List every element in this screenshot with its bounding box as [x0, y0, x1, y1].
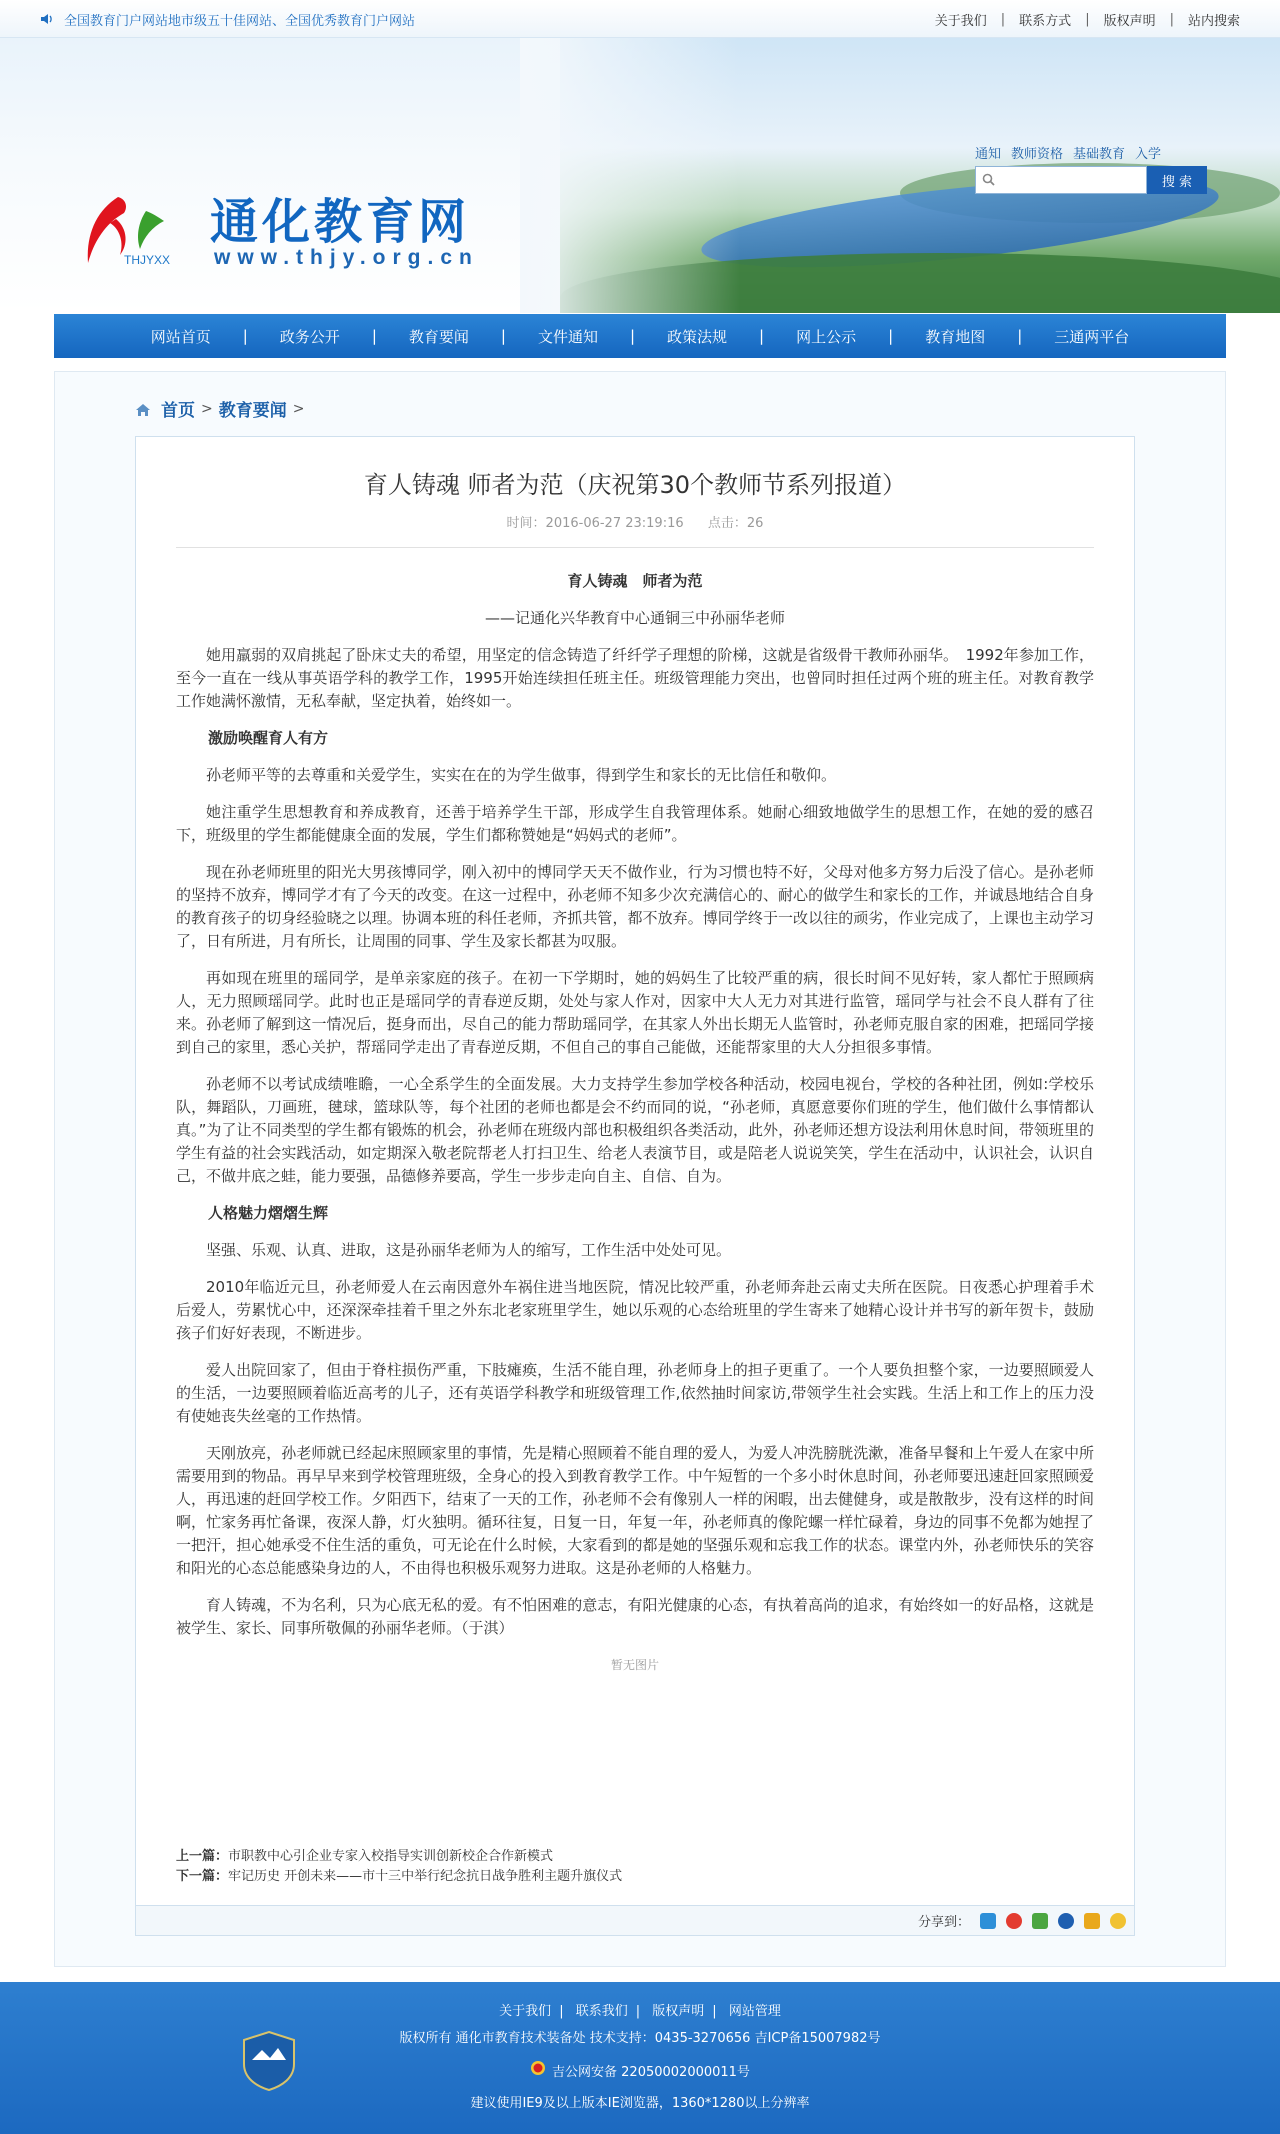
top-bar	[0, 0, 1280, 38]
next-label: 下一篇：	[176, 1869, 229, 1884]
prev-next-links	[176, 1847, 622, 1887]
article-meta	[136, 512, 1134, 531]
nav-item-edu-map[interactable]: 教育地图	[925, 327, 986, 346]
article-title: 育人铸魂 师者为范（庆祝第30个教师节系列报道）	[363, 471, 907, 499]
nav-item-policies[interactable]: 政策法规	[667, 327, 728, 346]
article-time: 时间：2016-06-27 23:19:16	[506, 516, 684, 531]
quick-link-teacher-cert[interactable]: 教师资格	[1011, 147, 1064, 162]
police-record-text[interactable]: 吉公网安备 22050002000011号	[552, 2064, 750, 2080]
top-links: 关于我们 | 联系方式 | 版权声明 | 站内搜索	[934, 11, 1240, 29]
article-heading: 育人铸魂 师者为范	[567, 572, 703, 590]
search-button[interactable]: 搜 索	[1147, 166, 1207, 194]
prev-label: 上一篇：	[176, 1849, 229, 1864]
share-bar	[136, 1905, 1134, 1935]
paragraph: 她注重学生思想教育和养成教育，还善于培养学生干部，形成学生自我管理体系。她耐心细致地做学生的思想工作，在她的爱的感召下，班级里的学生都能健康全面的发展，学生们都称赞她是“妈妈式的老师”。	[176, 803, 1094, 844]
prev-article-link[interactable]: 市职教中心引企业专家入校指导实训创新校企合作新模式	[228, 1849, 554, 1864]
speaker-icon	[40, 12, 54, 26]
article-subheading: ——记通化兴华教育中心通铜三中孙丽华老师	[484, 609, 785, 627]
paragraph: 现在孙老师班里的阳光大男孩博同学，刚入初中的博同学天天不做作业，行为习惯也特不好，父母对他多方努力后没了信心。是孙老师的坚持不放弃，博同学才有了今天的改变。在这一过程中，孙老师不知多少次充满信心的、耐心的做学生和家长的工作，并诚恳地结合自身的教育孩子的切身经验晓之以理。协调本班的科任老师，齐抓共管，都不放弃。博同学终于一改以往的顽劣，作业完成了，上课也主动学习了，日有所进，月有所长，让周围的同事、学生及家长都甚为叹服。	[176, 863, 1094, 950]
header-banner	[0, 38, 1280, 313]
weibo-share-icon[interactable]	[1006, 1913, 1022, 1929]
nav-item-public-notice[interactable]: 网上公示	[796, 327, 857, 346]
copyright-link[interactable]: 版权声明	[1103, 13, 1156, 29]
nav-item-documents[interactable]: 文件通知	[537, 327, 598, 346]
next-article-link[interactable]: 牢记历史 开创未来——市十三中举行纪念抗日战争胜利主题升旗仪式	[228, 1869, 623, 1884]
section-heading: 人格魅力熠熠生辉	[208, 1204, 329, 1222]
footer-police	[0, 2060, 1280, 2080]
footer-links: 关于我们 | 联系我们 | 版权声明 | 网站管理	[499, 2004, 781, 2019]
footer-browser-note: 建议使用IE9及以上版本IE浏览器，1360*1280以上分辨率	[470, 2096, 810, 2111]
nav-item-platform[interactable]: 三通两平台	[1054, 327, 1130, 346]
logo-abbr: THJYXX	[124, 253, 171, 267]
paragraph: 再如现在班里的瑶同学，是单亲家庭的孩子。在初一下学期时，她的妈妈生了比较严重的病，很长时间不见好转，家人都忙于照顾病人，无力照顾瑶同学。此时也正是瑶同学的青春逆反期，处处与家人作对，因家中大人无力对其进行监管，瑶同学与社会不良人群有了往来。孙老师了解到这一情况后，挺身而出，尽自己的能力帮助瑶同学，在其家人外出长期无人监管时，孙老师克服自家的困难，把瑶同学接到自己的家里，悉心关护，帮瑶同学走出了青春逆反期，不但自己的事自己能做，还能帮家里的大人分担很多事情。	[176, 969, 1094, 1056]
footer-about-link[interactable]: 关于我们	[499, 2004, 552, 2019]
section-heading: 激励唤醒育人有方	[208, 729, 329, 747]
site-search-link[interactable]: 站内搜索	[1187, 13, 1240, 29]
footer-copyright-link[interactable]: 版权声明	[652, 2004, 705, 2019]
police-badge-icon	[530, 2060, 546, 2080]
article-clicks: 点击：26	[707, 516, 764, 531]
breadcrumb-section[interactable]: 教育要闻	[218, 401, 287, 421]
paragraph: 她用羸弱的双肩挑起了卧床丈夫的希望，用坚定的信念铸造了纤纤学子理想的阶梯，这就是省级骨干教师孙丽华。 1992年参加工作，至今一直在一线从事英语学科的教学工作，1995开始连续担任班主任。班级管理能力突出，也曾同时担任过两个班的班主任。对教育教学工作她满怀激情，无私奉献，坚定执着，始终如一。	[176, 646, 1094, 710]
nav-item-home[interactable]: 网站首页	[150, 327, 211, 346]
quick-link-notice[interactable]: 通知	[975, 147, 1002, 162]
footer	[0, 1982, 1280, 2134]
about-us-link[interactable]: 关于我们	[934, 13, 987, 29]
contact-link[interactable]: 联系方式	[1019, 13, 1072, 29]
article-panel	[135, 436, 1135, 1936]
footer-contact-link[interactable]: 联系我们	[575, 2004, 628, 2019]
site-url: www.thjy.org.cn	[214, 246, 479, 269]
kaixin-share-icon[interactable]	[1032, 1913, 1048, 1929]
footer-copyright: 版权所有 通化市教育技术装备处 技术支持：0435-3270656 吉ICP备15007982号	[399, 2031, 881, 2046]
quick-link-enrollment[interactable]: 入学	[1135, 147, 1162, 162]
top-slogan	[40, 10, 415, 29]
paragraph: 坚强、乐观、认真、进取，这是孙丽华老师为人的缩写，工作生活中处处可见。	[206, 1241, 732, 1259]
divider	[176, 547, 1094, 548]
search-field	[975, 166, 1147, 194]
search-icon	[982, 171, 995, 190]
breadcrumb-home[interactable]: 首页	[161, 401, 195, 421]
paragraph: 育人铸魂，不为名利，只为心底无私的爱。有不怕困难的意志，有阳光健康的心态，有执着高尚的追求，有始终如一的好品格，这就是被学生、家长、同事所敬佩的孙丽华老师。（于淇）	[176, 1596, 1094, 1637]
slogan-text: 全国教育门户网站地市级五十佳网站、全国优秀教育门户网站	[64, 13, 416, 29]
content-area	[54, 371, 1226, 1967]
qzone-share-icon[interactable]	[980, 1913, 996, 1929]
paragraph: 孙老师不以考试成绩唯瞻，一心全系学生的全面发展。大力支持学生参加学校各种活动，校园电视台，学校的各种社团，例如:学校乐队，舞蹈队，刀画班，毽球，篮球队等，每个社团的老师也都是会不约而同的说，“孙老师，真愿意要你们班的学生，他们做什么事情都认真。”为了让不同类型的学生都有锻炼的机会，孙老师在班级内部也积极组织各类活动，此外，孙老师还想方设法利用休息时间，带领班里的学生有益的社会实践活动，如定期深入敬老院帮老人打扫卫生、给老人表演节目，或是陪老人说说笑笑，学生在活动中，认识社会，认识自己，不做井底之蛙，能力要强，品德修养要高，学生一步步走向自主、自信、自为。	[176, 1075, 1094, 1185]
tencent-share-icon[interactable]	[1084, 1913, 1100, 1929]
search-input[interactable]	[1001, 169, 1141, 191]
no-image-placeholder: 暂无图片	[610, 1658, 659, 1672]
search-box	[975, 166, 1207, 194]
share-label: 分享到：	[917, 1915, 970, 1930]
nav-item-gov-affairs[interactable]: 政务公开	[279, 327, 340, 346]
paragraph: 天刚放亮，孙老师就已经起床照顾家里的事情，先是精心照顾着不能自理的爱人，为爱人冲洗膀胱洗漱，准备早餐和上午爱人在家中所需要用到的物品。再早早来到学校管理班级，全身心的投入到教育教学工作。中午短暂的一个多小时休息时间，孙老师要迅速赶回家照顾爱人，再迅速的赶回学校工作。夕阳西下，结束了一天的工作，孙老师不会有像别人一样的闲暇，出去健健身，或是散散步，没有这样的时间啊，忙家务再忙备课，夜深人静，灯火独明。循环往复，日复一日，年复一年，孙老师真的像陀螺一样忙碌着，身边的同事不免都为她捏了一把汗，担心她承受不住生活的重负，可无论在什么时候，大家看到的都是她的坚强乐观和忘我工作的状态。课堂内外，孙老师快乐的笑容和阳光的心态总能感染身边的人，不由得也积极乐观努力进取。这是孙老师的人格魅力。	[176, 1444, 1094, 1577]
paragraph: 孙老师平等的去尊重和关爱学生，实实在在的为学生做事，得到学生和家长的无比信任和敬仰。	[206, 766, 837, 784]
paragraph: 爱人出院回家了，但由于脊柱损伤严重，下肢瘫痪，生活不能自理，孙老师身上的担子更重了。一个人要负担整个家，一边要照顾爱人的生活，一边要照顾着临近高考的儿子，还有英语学科教学和班级管理工作,依然抽时间家访,带领学生社会实践。生活上和工作上的压力没有使她丧失丝毫的工作热情。	[176, 1361, 1094, 1425]
breadcrumb: 首页 > 教育要闻 >	[135, 396, 310, 421]
renren-share-icon[interactable]	[1058, 1913, 1074, 1929]
footer-admin-link[interactable]: 网站管理	[728, 2004, 781, 2019]
site-name: 通化教育网	[210, 194, 471, 250]
paragraph: 2010年临近元旦，孙老师爱人在云南因意外车祸住进当地医院，情况比较严重，孙老师奔赴云南丈夫所在医院。日夜悉心护理着手术后爱人，劳累忧心中，还深深牵挂着千里之外东北老家班里学生，她以乐观的心态给班里的学生寄来了她精心设计并书写的新年贺卡，鼓励孩子们好好表现，不断进步。	[176, 1278, 1094, 1342]
nav-item-edu-news[interactable]: 教育要闻	[408, 327, 469, 346]
main-nav: 网站首页 | 政务公开 | 教育要闻 | 文件通知 | 政策法规 | 网上公示 | 教育地图 | 三通两平台	[54, 314, 1226, 358]
home-icon	[135, 402, 151, 416]
quick-link-basic-edu[interactable]: 基础教育	[1073, 147, 1126, 162]
quick-links	[975, 143, 1161, 162]
article-body	[176, 570, 1094, 1677]
more-share-icon[interactable]	[1110, 1913, 1126, 1929]
